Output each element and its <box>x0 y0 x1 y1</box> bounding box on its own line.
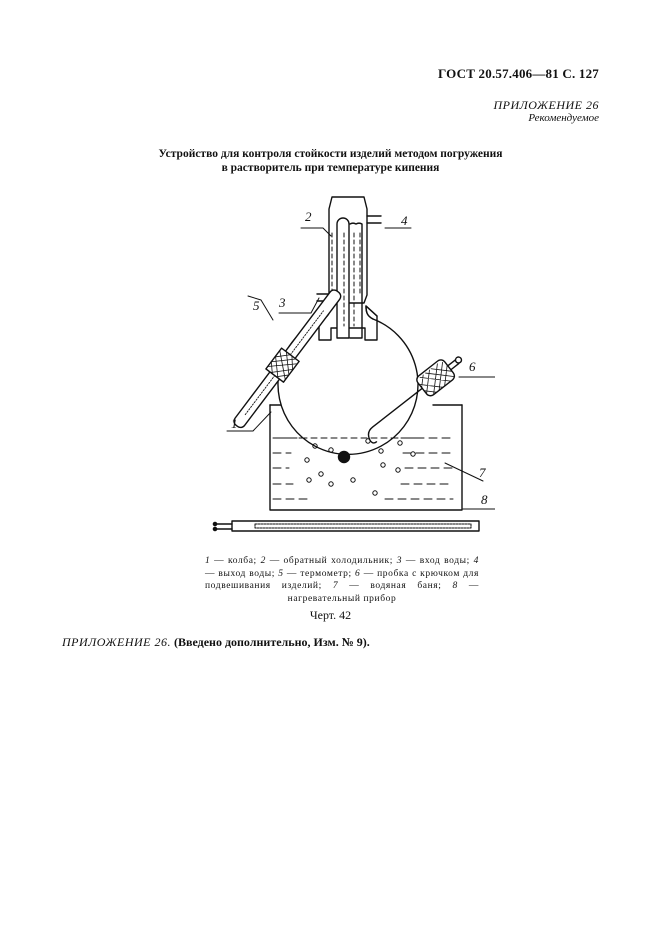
heater <box>213 521 479 531</box>
page-header: ГОСТ 20.57.406—81 С. 127 <box>438 66 599 81</box>
footnote-label: ПРИЛОЖЕНИЕ 26. <box>62 635 171 649</box>
legend-text-1: — колба; <box>210 556 261 566</box>
legend-num-7: 7 <box>332 581 339 591</box>
callout-8: 8 <box>481 492 488 507</box>
callout-2: 2 <box>305 209 312 224</box>
callout-6: 6 <box>469 359 476 374</box>
figure-title <box>0 147 661 175</box>
legend-num-8: 8 <box>452 581 458 591</box>
figure-title-line-1: Устройство для контроля стойкости изделий методом погружения <box>158 148 503 160</box>
thermometer-bulb <box>339 452 350 463</box>
legend-text-8: — нагревательный прибор <box>287 581 479 604</box>
callout-5: 5 <box>253 298 260 313</box>
apparatus-drawing <box>205 188 495 543</box>
legend-num-4: 4 <box>473 556 479 566</box>
legend-num-1: 1 <box>205 556 211 566</box>
callout-4: 4 <box>401 213 408 228</box>
figure-title-line-2: в растворитель при температуре кипения <box>221 162 440 174</box>
callout-7: 7 <box>479 465 486 480</box>
chart-label: Черт. 42 <box>309 608 352 622</box>
legend-num-5: 5 <box>278 568 284 579</box>
legend-text-2: — обратный холодильник; <box>265 556 397 566</box>
legend-num-3: 3 <box>396 556 403 566</box>
appendix-status: Рекомендуемое <box>528 112 599 124</box>
legend-text-6: — пробка с крючком для подвешивания изделий; <box>205 568 479 591</box>
legend-num-2: 2 <box>260 556 266 566</box>
legend-text-5: — термометр; <box>283 568 356 579</box>
callout-1: 1 <box>231 416 238 431</box>
legend-num-6: 6 <box>355 568 361 579</box>
figure-legend <box>205 555 479 605</box>
legend-text-7: — водяная баня; <box>338 581 453 591</box>
legend-text-3: — вход воды; <box>402 556 474 566</box>
callout-3: 3 <box>279 295 286 310</box>
legend-text-4: — выход воды; <box>205 568 279 579</box>
footnote-text: (Введено дополнительно, Изм. № 9). <box>170 635 370 649</box>
footnote <box>62 635 370 650</box>
appendix-label: ПРИЛОЖЕНИЕ 26 <box>493 98 599 112</box>
